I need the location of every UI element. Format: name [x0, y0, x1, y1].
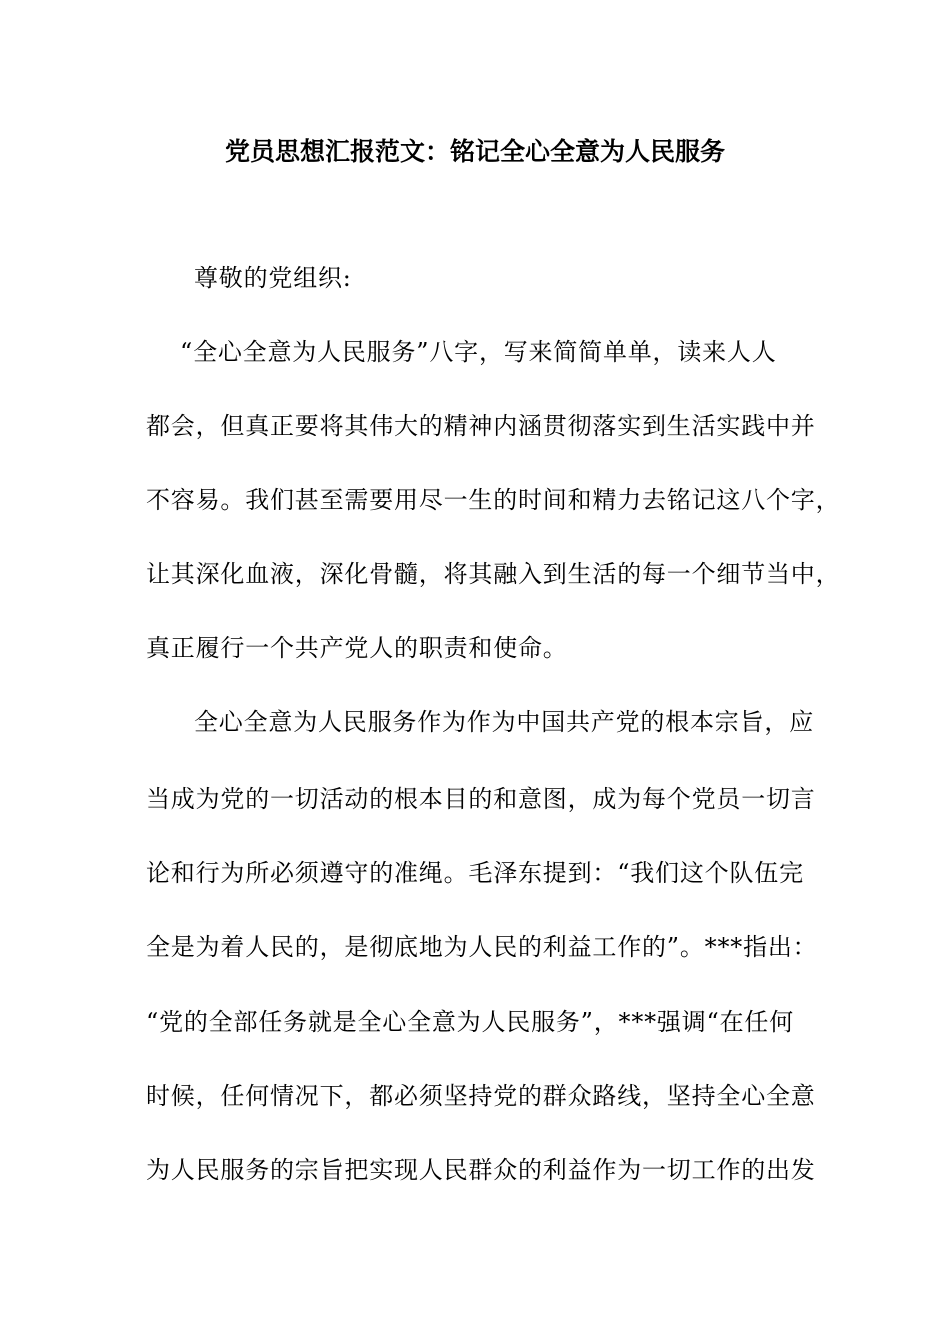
paragraph-line: 当成为党的一切活动的根本目的和意图，成为每个党员一切言 — [146, 785, 816, 813]
paragraph-line: “党的全部任务就是全心全意为人民服务”，***强调“在任何 — [146, 1008, 795, 1036]
paragraph-line: 都会，但真正要将其伟大的精神内涵贯彻落实到生活实践中并 — [146, 412, 816, 440]
salutation: 尊敬的党组织: — [194, 264, 352, 292]
paragraph-line: 全是为着人民的，是彻底地为人民的利益工作的”。***指出： — [146, 933, 818, 961]
paragraph-line: “全心全意为人民服务”八字，写来简简单单，读来人人 — [180, 338, 777, 366]
document-title: 党员思想汇报范文：铭记全心全意为人民服务 — [224, 137, 725, 166]
paragraph-line: 让其深化血液，深化骨髓，将其融入到生活的每一个细节当中， — [146, 560, 841, 588]
paragraph-line: 时候，任何情况下，都必须坚持党的群众路线，坚持全心全意 — [146, 1082, 816, 1110]
paragraph-line: 全心全意为人民服务作为作为中国共产党的根本宗旨，应 — [194, 708, 814, 736]
paragraph-line: 不容易。我们甚至需要用尽一生的时间和精力去铭记这八个字， — [146, 486, 841, 514]
paragraph-line: 为人民服务的宗旨把实现人民群众的利益作为一切工作的出发 — [146, 1156, 816, 1184]
paragraph-line: 真正履行一个共产党人的职责和使命。 — [146, 634, 568, 662]
paragraph-line: 论和行为所必须遵守的准绳。毛泽东提到：“我们这个队伍完 — [146, 859, 804, 887]
